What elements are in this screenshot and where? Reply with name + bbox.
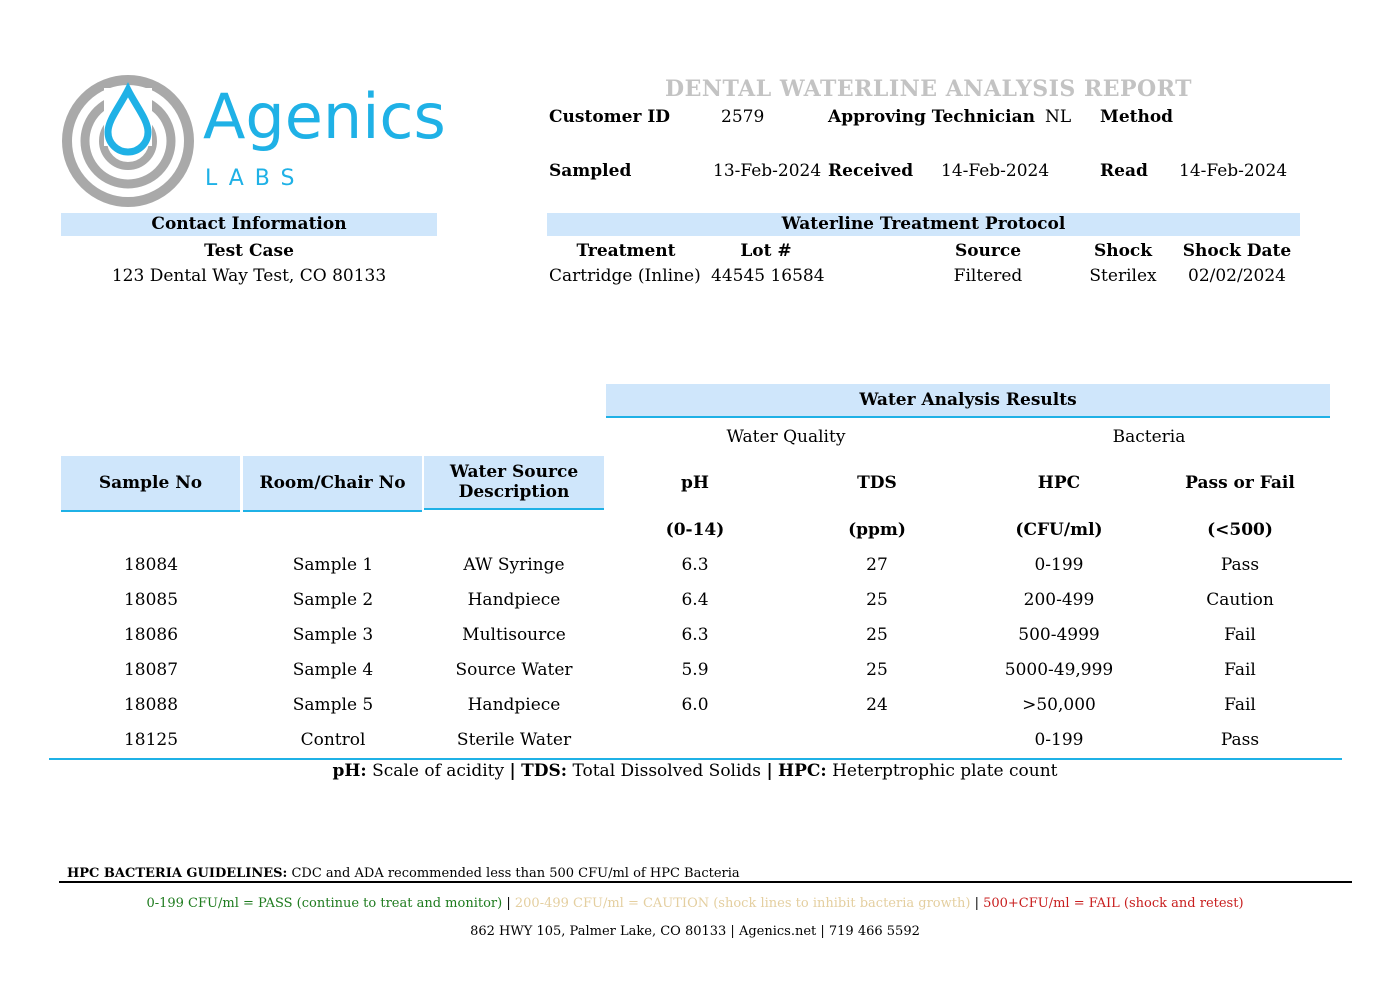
sample-no-cell: 18085 (123, 590, 179, 610)
sampled-value: 13-Feb-2024 (713, 161, 822, 181)
legend-tds-text: Total Dissolved Solids (572, 761, 762, 781)
pass-fail-cell: Caution (1206, 590, 1274, 610)
water-drop-rings-icon (60, 74, 200, 208)
ph-cell: 6.0 (681, 695, 709, 715)
method-label: Method (1100, 107, 1174, 127)
unit-hpc: (CFU/ml) (1015, 520, 1103, 540)
contact-header: Contact Information (61, 213, 437, 236)
protocol-lot-value: 44545 16584 (711, 266, 825, 286)
status-separator: | (506, 896, 511, 911)
legend-ph-text: Scale of acidity (372, 761, 505, 781)
protocol-col-treatment: Treatment (576, 241, 676, 261)
pass-guideline: 0-199 CFU/ml = PASS (continue to treat and monitor) (146, 896, 503, 911)
contact-name: Test Case (204, 241, 294, 261)
caution-guideline: 200-499 CFU/ml = CAUTION (shock lines to inhibit bacteria growth) (514, 896, 971, 911)
hpc-cell: >50,000 (1022, 695, 1096, 715)
results-header: Water Analysis Results (606, 384, 1330, 418)
ph-cell: 6.4 (681, 590, 709, 610)
water-source-cell: Sterile Water (456, 730, 572, 750)
technician-label: Approving Technician (828, 107, 1035, 127)
protocol-col-shock-date: Shock Date (1182, 241, 1292, 261)
protocol-col-source: Source (954, 241, 1022, 261)
protocol-treatment-value: Cartridge (Inline) (549, 266, 701, 286)
tds-cell: 25 (866, 625, 888, 645)
hpc-cell: 5000-49,999 (1004, 660, 1114, 680)
protocol-header: Waterline Treatment Protocol (547, 213, 1300, 236)
guidelines-divider (59, 881, 1352, 883)
pass-fail-cell: Pass (1220, 555, 1260, 575)
col-header-ph: pH (681, 473, 709, 493)
read-label: Read (1100, 161, 1148, 181)
room-chair-cell: Sample 5 (292, 695, 374, 715)
sample-no-cell: 18084 (123, 555, 179, 575)
table-bottom-divider (49, 758, 1342, 760)
status-separator: | (974, 896, 979, 911)
guidelines-text: CDC and ADA recommended less than 500 CFU/ml of HPC Bacteria (291, 866, 740, 881)
read-value: 14-Feb-2024 (1179, 161, 1288, 181)
col-header-hpc: HPC (1037, 473, 1081, 493)
legend-hpc-text: Heterptrophic plate count (832, 761, 1058, 781)
pass-fail-cell: Fail (1224, 695, 1256, 715)
water-quality-group-label: Water Quality (726, 427, 846, 447)
col-header-sample-no: Sample No (61, 456, 240, 512)
footer-contact: 862 HWY 105, Palmer Lake, CO 80133 | Agenics.net | 719 466 5592 (470, 924, 920, 939)
room-chair-cell: Sample 1 (292, 555, 374, 575)
customer-id-label: Customer ID (549, 107, 671, 127)
col-header-water-source: Water Source Description (424, 456, 604, 510)
ph-cell: 5.9 (681, 660, 709, 680)
protocol-source-value: Filtered (953, 266, 1023, 286)
sample-no-cell: 18088 (123, 695, 179, 715)
hpc-cell: 500-4999 (1018, 625, 1100, 645)
sampled-label: Sampled (549, 161, 632, 181)
unit-ph: (0-14) (665, 520, 725, 540)
tds-cell: 24 (866, 695, 888, 715)
hpc-guidelines (67, 866, 740, 881)
legend-hpc-label: HPC: (778, 761, 827, 781)
ph-cell: 6.3 (681, 555, 709, 575)
ph-cell: 6.3 (681, 625, 709, 645)
fail-guideline: 500+CFU/ml = FAIL (shock and retest) (983, 896, 1244, 911)
room-chair-cell: Control (300, 730, 366, 750)
room-chair-cell: Sample 4 (292, 660, 374, 680)
water-source-cell: Handpiece (467, 695, 561, 715)
pass-fail-cell: Pass (1220, 730, 1260, 750)
brand-name: Agenics (203, 80, 446, 153)
status-guideline-line (0, 896, 1390, 911)
bacteria-group-label: Bacteria (1112, 427, 1186, 447)
customer-id-value: 2579 (721, 107, 765, 127)
water-source-cell: AW Syringe (463, 555, 565, 575)
report-title: DENTAL WATERLINE ANALYSIS REPORT (665, 76, 1192, 102)
pass-fail-cell: Fail (1224, 660, 1256, 680)
received-value: 14-Feb-2024 (941, 161, 1050, 181)
room-chair-cell: Sample 3 (292, 625, 374, 645)
protocol-shock-date-value: 02/02/2024 (1188, 266, 1286, 286)
hpc-cell: 200-499 (1023, 590, 1095, 610)
sample-no-cell: 18087 (123, 660, 179, 680)
guidelines-label: HPC BACTERIA GUIDELINES: (67, 866, 288, 881)
room-chair-cell: Sample 2 (292, 590, 374, 610)
received-label: Received (828, 161, 914, 181)
legend-tds-label: TDS: (521, 761, 568, 781)
col-header-pass-fail: Pass or Fail (1185, 473, 1295, 493)
technician-value: NL (1045, 107, 1072, 127)
brand-subtitle: LABS (205, 166, 306, 191)
hpc-cell: 0-199 (1034, 730, 1084, 750)
protocol-shock-value: Sterilex (1089, 266, 1157, 286)
tds-cell: 27 (866, 555, 888, 575)
abbreviation-legend (0, 761, 1390, 781)
protocol-col-lot: Lot # (740, 241, 792, 261)
tds-cell: 25 (866, 660, 888, 680)
col-header-room-chair: Room/Chair No (243, 456, 422, 512)
legend-separator: | (509, 761, 516, 781)
sample-no-cell: 18125 (123, 730, 179, 750)
contact-address: 123 Dental Way Test, CO 80133 (111, 266, 387, 286)
legend-separator: | (766, 761, 773, 781)
pass-fail-cell: Fail (1224, 625, 1256, 645)
tds-cell: 25 (866, 590, 888, 610)
legend-ph-label: pH: (332, 761, 367, 781)
water-source-cell: Multisource (462, 625, 566, 645)
protocol-col-shock: Shock (1093, 241, 1153, 261)
col-header-tds: TDS (857, 473, 897, 493)
sample-no-cell: 18086 (123, 625, 179, 645)
water-source-cell: Handpiece (467, 590, 561, 610)
unit-tds: (ppm) (848, 520, 906, 540)
unit-pass-fail: (<500) (1207, 520, 1273, 540)
water-source-cell: Source Water (455, 660, 573, 680)
hpc-cell: 0-199 (1034, 555, 1084, 575)
